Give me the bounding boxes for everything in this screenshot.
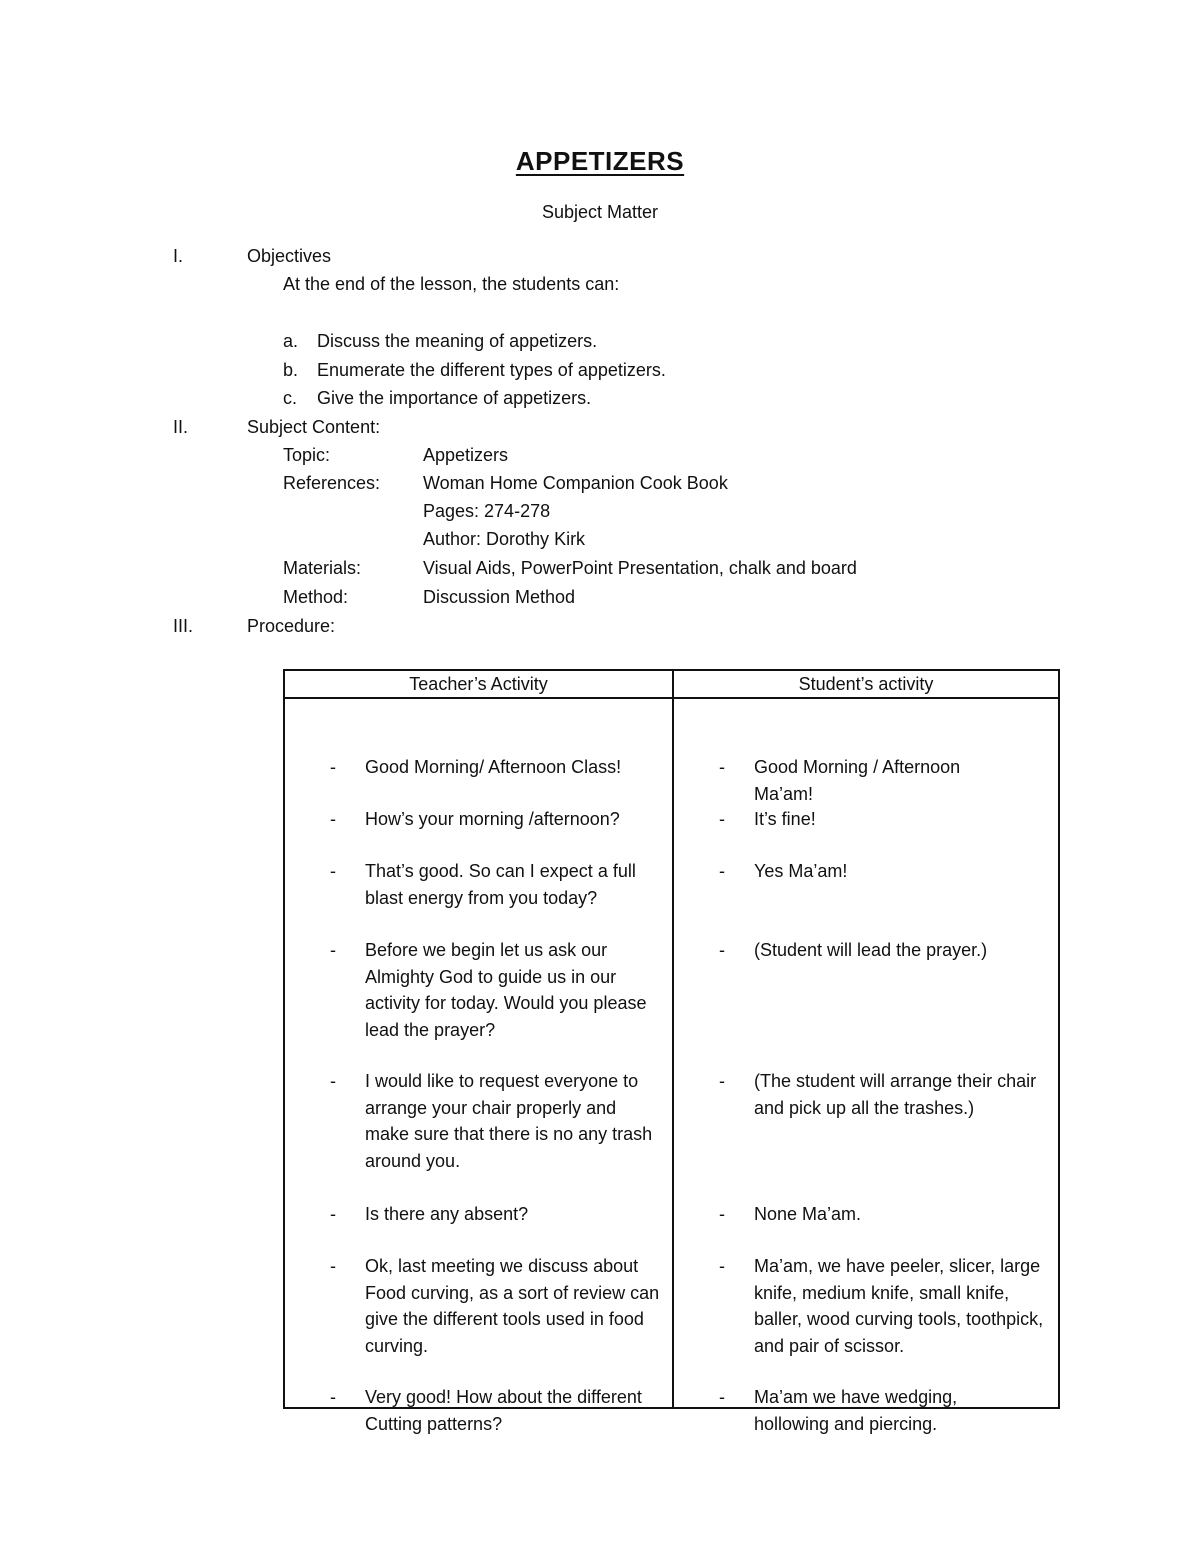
dash-bullet: - bbox=[719, 1204, 725, 1224]
dash-bullet: - bbox=[719, 940, 725, 960]
method-label: Method: bbox=[283, 587, 349, 607]
objective-text: Give the importance of appetizers. bbox=[317, 388, 592, 408]
student-activity-cell bbox=[673, 698, 1059, 1434]
materials-value: Visual Aids, PowerPoint Presentation, chalk and board bbox=[423, 558, 857, 578]
teacher-line: Before we begin let us ask our Almighty God to guide us in our activity for today. Would you please lead the prayer? bbox=[365, 940, 647, 1040]
page-title: APPETIZERS bbox=[515, 146, 685, 176]
table-header-row bbox=[284, 670, 1059, 698]
dash-bullet: - bbox=[330, 1387, 336, 1407]
objective-letter: b. bbox=[283, 360, 299, 380]
student-line: It’s fine! bbox=[754, 809, 816, 829]
dash-bullet: - bbox=[719, 809, 725, 829]
teacher-line: That’s good. So can I expect a full blast energy from you today? bbox=[365, 861, 636, 908]
teacher-line: How’s your morning /afternoon? bbox=[365, 809, 620, 829]
student-line: (Student will lead the prayer.) bbox=[754, 940, 988, 960]
reference-book: Woman Home Companion Cook Book bbox=[423, 473, 728, 493]
teacher-line: Very good! How about the different Cutting patterns? bbox=[365, 1387, 642, 1434]
student-line: (The student will arrange their chair and pick up all the trashes.) bbox=[754, 1071, 1037, 1118]
dash-bullet: - bbox=[330, 940, 336, 960]
procedure-heading: Procedure: bbox=[247, 616, 336, 636]
section-numeral-objectives: I. bbox=[173, 246, 184, 266]
teacher-activity-cell bbox=[284, 698, 673, 1434]
section-numeral-procedure: III. bbox=[173, 616, 194, 636]
dash-bullet: - bbox=[330, 1204, 336, 1224]
student-activity-header: Student’s activity bbox=[673, 670, 1059, 698]
teacher-activity-header: Teacher’s Activity bbox=[284, 670, 673, 698]
table-body-row bbox=[284, 698, 1059, 1408]
dash-bullet: - bbox=[719, 1387, 725, 1407]
teacher-line: I would like to request everyone to arrange your chair properly and make sure that there is no any trash around you. bbox=[365, 1071, 653, 1171]
dash-bullet: - bbox=[330, 1071, 336, 1091]
subject-matter-heading: Subject Matter bbox=[541, 202, 659, 222]
procedure-table bbox=[283, 669, 1060, 1434]
dash-bullet: - bbox=[330, 1256, 336, 1276]
dash-bullet: - bbox=[719, 1256, 725, 1276]
section-numeral-content: II. bbox=[173, 417, 189, 437]
references-label: References: bbox=[283, 473, 381, 493]
student-line: Ma’am we have wedging, hollowing and piercing. bbox=[754, 1387, 958, 1434]
dash-bullet: - bbox=[719, 757, 725, 777]
teacher-line: Is there any absent? bbox=[365, 1204, 529, 1224]
objective-letter: a. bbox=[283, 331, 299, 351]
dash-bullet: - bbox=[330, 861, 336, 881]
student-line: Yes Ma’am! bbox=[754, 861, 848, 881]
student-line: Ma’am, we have peeler, slicer, large knife, medium knife, small knife, baller, wood curving tools, toothpick, and pair of scissor. bbox=[754, 1256, 1044, 1356]
objective-text: Enumerate the different types of appetizers. bbox=[317, 360, 666, 380]
subject-content-heading: Subject Content: bbox=[247, 417, 381, 437]
objective-text: Discuss the meaning of appetizers. bbox=[317, 331, 598, 351]
objectives-heading: Objectives bbox=[247, 246, 332, 266]
objectives-intro: At the end of the lesson, the students can: bbox=[283, 274, 620, 294]
dash-bullet: - bbox=[330, 757, 336, 777]
dash-bullet: - bbox=[719, 1071, 725, 1091]
reference-author: Author: Dorothy Kirk bbox=[423, 529, 586, 549]
student-line: None Ma’am. bbox=[754, 1204, 862, 1224]
dash-bullet: - bbox=[330, 809, 336, 829]
student-line: Good Morning / Afternoon Ma’am! bbox=[754, 757, 961, 804]
objective-letter: c. bbox=[283, 388, 298, 408]
teacher-line: Ok, last meeting we discuss about Food curving, as a sort of review can give the different tools used in food curving. bbox=[365, 1256, 660, 1356]
reference-pages: Pages: 274-278 bbox=[423, 501, 551, 521]
topic-value: Appetizers bbox=[423, 445, 509, 465]
materials-label: Materials: bbox=[283, 558, 362, 578]
dash-bullet: - bbox=[719, 861, 725, 881]
teacher-line: Good Morning/ Afternoon Class! bbox=[365, 757, 622, 777]
topic-label: Topic: bbox=[283, 445, 331, 465]
method-value: Discussion Method bbox=[423, 587, 576, 607]
